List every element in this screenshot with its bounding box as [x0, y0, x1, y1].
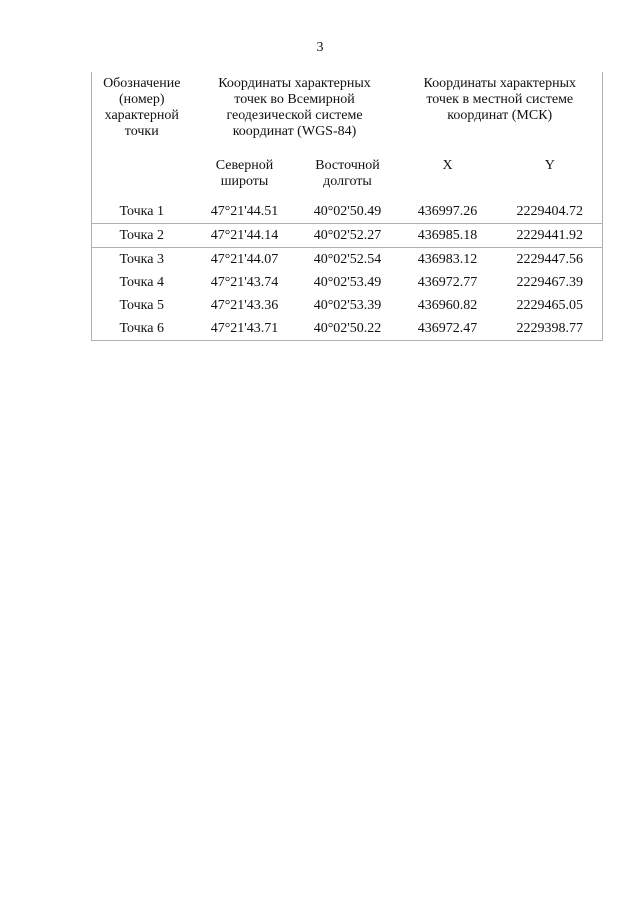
- table-row: [92, 224, 603, 248]
- table-row: [92, 200, 603, 224]
- point-y: 2229465.05: [516, 297, 583, 313]
- point-y: 2229467.39: [516, 274, 583, 290]
- header-east: Восточной долготы: [315, 158, 380, 189]
- point-lat: 47°21'43.74: [210, 274, 279, 290]
- point-x: 436972.47: [417, 320, 478, 336]
- point-y: 2229398.77: [516, 320, 583, 336]
- point-name: Точка 2: [92, 224, 192, 248]
- header-msk-group: Координаты характерных точек в местной системе координат (МСК): [423, 76, 577, 123]
- point-lat: 47°21'44.07: [192, 248, 298, 272]
- header-empty: [92, 158, 192, 200]
- point-name: Точка 5: [119, 297, 164, 313]
- point-lon: 40°02'53.39: [313, 297, 382, 313]
- point-lon: 40°02'52.27: [298, 224, 398, 248]
- point-lon: 40°02'50.49: [313, 203, 382, 219]
- header-y: Y: [544, 158, 555, 173]
- header-wgs-group: Координаты характерных точек во Всемирной геодезической системе координат (WGS-84): [218, 76, 371, 139]
- table-row: [92, 271, 603, 294]
- point-x: 436985.18: [398, 224, 498, 248]
- table-row: [92, 248, 603, 272]
- point-lon: 40°02'53.49: [313, 274, 382, 290]
- point-name: Точка 3: [92, 248, 192, 272]
- point-name: Точка 1: [119, 203, 164, 219]
- point-name: Точка 4: [119, 274, 164, 290]
- table-row: [92, 294, 603, 317]
- point-x: 436983.12: [398, 248, 498, 272]
- point-lon: 40°02'52.54: [298, 248, 398, 272]
- point-y: 2229404.72: [516, 203, 583, 219]
- point-x: 436960.82: [417, 297, 478, 313]
- page-number: 3: [316, 40, 324, 55]
- header-x: X: [442, 158, 453, 173]
- point-lat: 47°21'44.14: [192, 224, 298, 248]
- point-lon: 40°02'50.22: [313, 320, 382, 336]
- point-lat: 47°21'43.71: [210, 320, 279, 336]
- point-y: 2229441.92: [498, 224, 603, 248]
- point-x: 436997.26: [417, 203, 478, 219]
- point-lat: 47°21'44.51: [210, 203, 279, 219]
- table-row: [92, 317, 603, 341]
- point-lat: 47°21'43.36: [210, 297, 279, 313]
- point-y: 2229447.56: [498, 248, 603, 272]
- header-designation: Обозначение (номер) характерной точки: [103, 76, 181, 139]
- coordinates-table: [91, 72, 603, 341]
- point-name: Точка 6: [119, 320, 164, 336]
- point-x: 436972.77: [417, 274, 478, 290]
- header-north: Северной широты: [215, 158, 274, 189]
